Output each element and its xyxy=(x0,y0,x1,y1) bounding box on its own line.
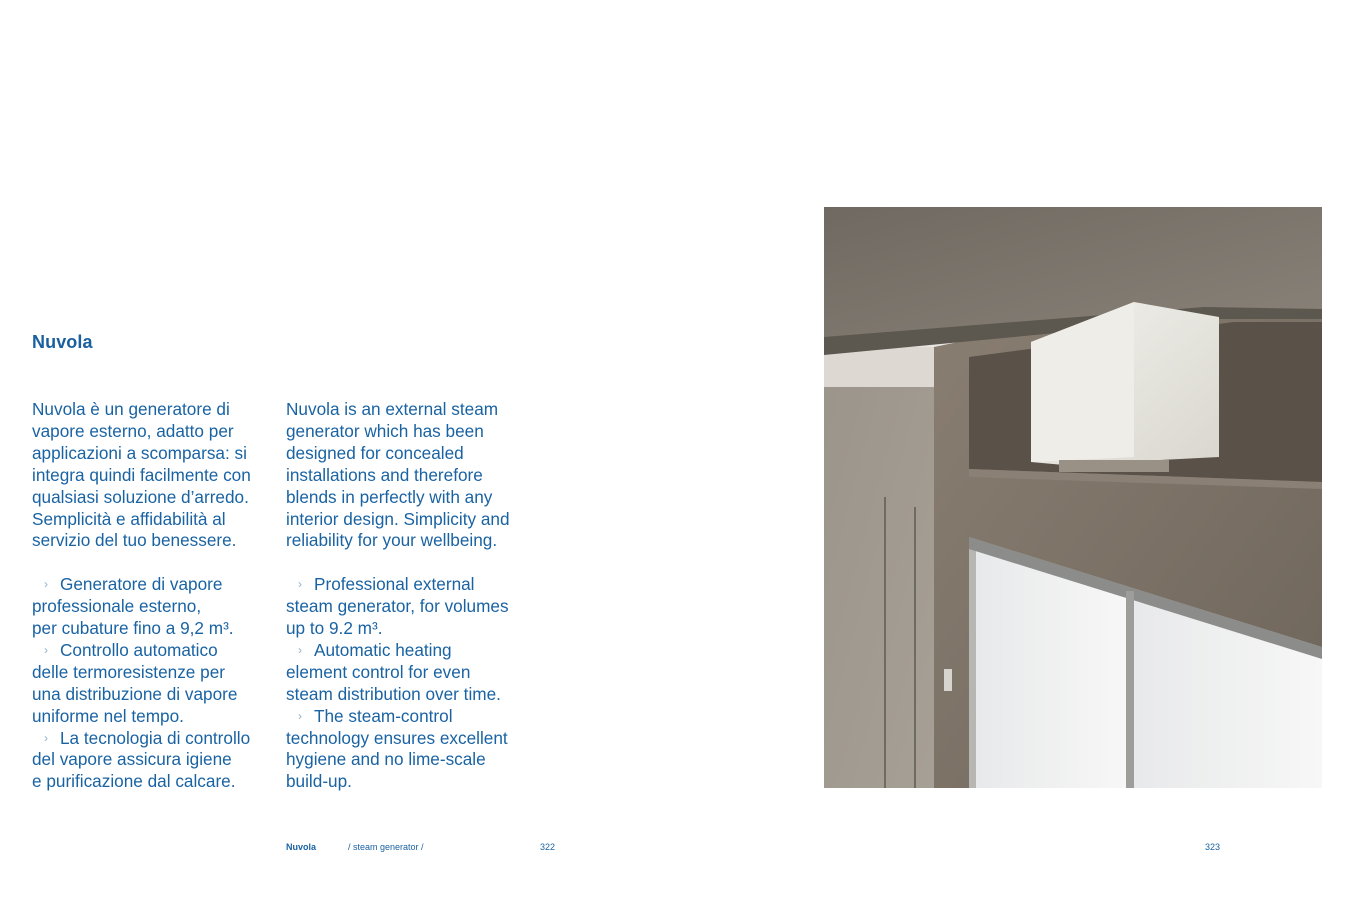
chevron-right-icon: › xyxy=(298,708,302,723)
product-photo-icon xyxy=(824,207,1322,788)
bullet-rest: delle termoresistenze per una distribuzione di vapore uniforme nel tempo. xyxy=(32,661,238,726)
list-item xyxy=(32,640,284,728)
italian-column xyxy=(32,399,284,793)
list-item xyxy=(32,728,284,794)
italian-intro: Nuvola è un generatore di vapore esterno, adatto per applicazioni a scomparsa: si integra quindi facilmente con qualsiasi soluzione d’arredo. Semplicità e affidabilità al servizio del tuo benessere. xyxy=(32,399,251,551)
chevron-right-icon: › xyxy=(44,642,48,657)
bullet-rest: technology ensures excellent hygiene and no lime-scale build-up. xyxy=(286,727,508,792)
english-intro: Nuvola is an external steam generator which has been designed for concealed installations and therefore blends in perfectly with any interior design. Simplicity and reliability for your wellbeing. xyxy=(286,399,510,551)
bullet-first-line: Generatore di vapore xyxy=(60,574,223,595)
list-item xyxy=(32,574,284,640)
bullet-first-line: La tecnologia di controllo xyxy=(60,727,251,748)
chevron-right-icon: › xyxy=(44,577,48,592)
bullet-first-line: The steam-control xyxy=(314,705,453,726)
footer-section: / steam generator / xyxy=(348,842,424,852)
bullet-rest: steam generator, for volumes up to 9.2 m³. xyxy=(286,596,509,639)
product-photo xyxy=(824,207,1322,788)
chevron-right-icon: › xyxy=(44,730,48,745)
footer-brand: Nuvola xyxy=(286,842,317,852)
list-item xyxy=(286,574,540,640)
bullet-first-line: Controllo automatico xyxy=(60,639,218,660)
chevron-right-icon: › xyxy=(298,642,302,657)
page-title: Nuvola xyxy=(32,332,93,352)
paragraph-gap xyxy=(286,552,540,574)
bullet-rest: del vapore assicura igiene e purificazione dal calcare. xyxy=(32,749,236,792)
bullet-rest: element control for even steam distribution over time. xyxy=(286,661,501,704)
chevron-right-icon: › xyxy=(298,577,302,592)
english-bullet-list xyxy=(286,574,540,793)
english-column xyxy=(286,399,540,793)
paragraph-gap xyxy=(32,552,284,574)
bullet-first-line: Automatic heating xyxy=(314,639,452,660)
list-item xyxy=(286,640,540,706)
list-item xyxy=(286,706,540,794)
italian-bullet-list xyxy=(32,574,284,793)
page-number-right: 323 xyxy=(1205,842,1221,852)
bullet-rest: professionale esterno, per cubature fino a 9,2 m³. xyxy=(32,596,234,639)
page-number-left: 322 xyxy=(540,842,556,852)
bullet-first-line: Professional external xyxy=(314,574,475,595)
